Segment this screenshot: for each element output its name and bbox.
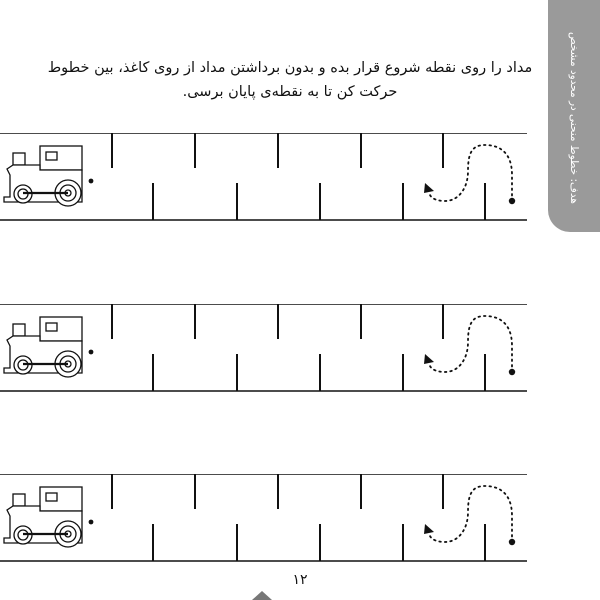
tracing-exercise-1 — [0, 133, 600, 233]
tracing-exercise-3 — [0, 474, 600, 574]
instruction-line-1: مداد را روی نقطه شروع قرار بده و بدون برداشتن مداد از روی کاغذ، بین خطوط — [47, 60, 533, 76]
instruction-text — [40, 56, 540, 104]
train-icon — [0, 133, 527, 220]
page-marker-icon — [252, 591, 272, 600]
page-number: ۱۲ — [292, 572, 308, 588]
tracing-exercise-2 — [0, 304, 600, 404]
instruction-line-2: حرکت کن تا به نقطه‌ی پایان برسی. — [182, 84, 398, 100]
train-icon — [0, 304, 527, 391]
train-icon — [0, 474, 527, 561]
chapter-goal-label: هدف: خطوط منحنی در محدود مشخص — [568, 31, 580, 204]
